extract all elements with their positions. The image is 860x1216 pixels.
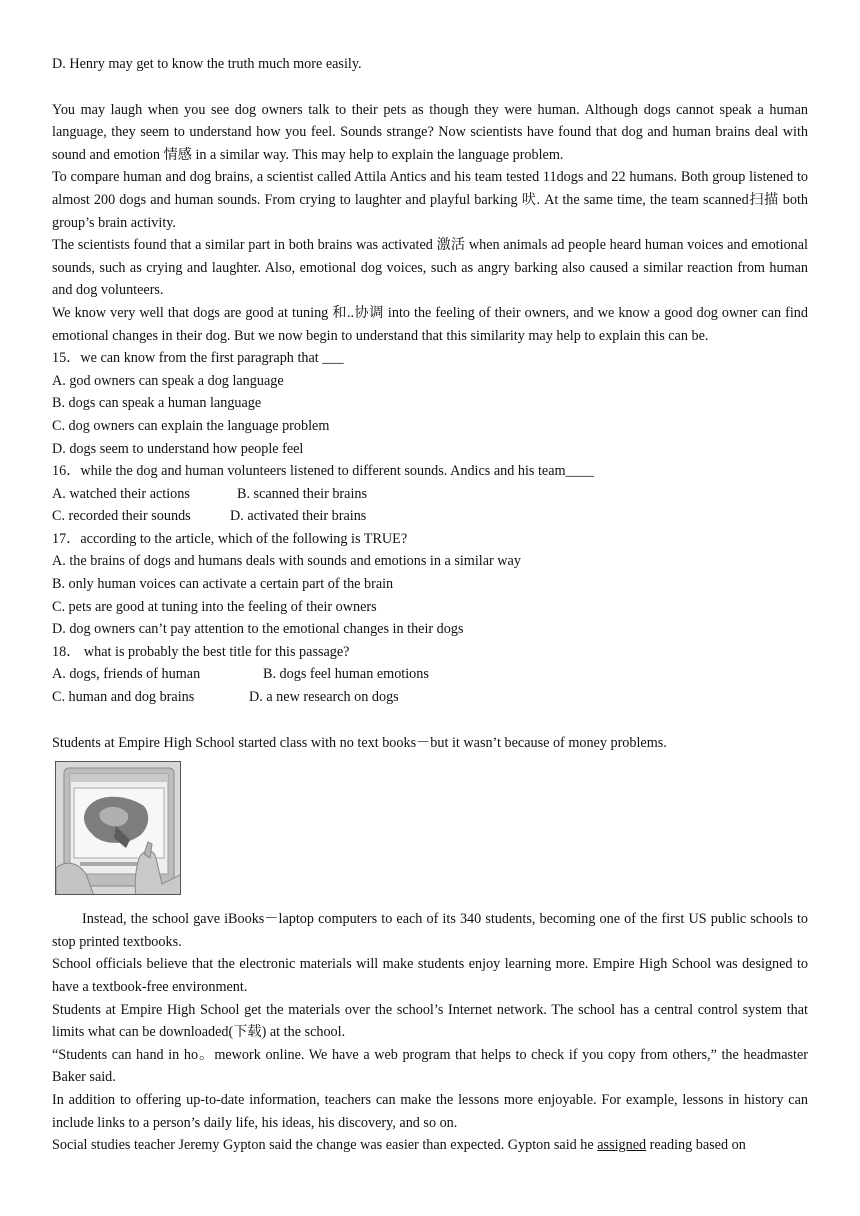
question-18-option-d: D. a new research on dogs [249, 689, 399, 706]
passage1-paragraph-1: You may laugh when you see dog owners talk to their pets as though they were human. Although dogs cannot speak a human language, they seem to understand how you feel. Sounds strange? Now scientists have found that dog and human brains deal with sound and emotion 情感 in a similar way. This may help to explain the language problem. [52, 101, 808, 163]
question-15-option-b: B. dogs can speak a human language [52, 395, 262, 412]
question-15-option-a: A. god owners can speak a dog language [52, 372, 284, 389]
passage2-paragraph-1: Instead, the school gave iBooks－laptop computers to each of its 340 students, becoming one of the first US public schools to stop printed textbooks. [52, 911, 808, 950]
passage2-paragraph-6 [52, 1134, 808, 1157]
question-17-stem: 17．according to the article, which of the following is TRUE? [52, 530, 408, 547]
question-16-option-c: C. recorded their sounds [52, 508, 191, 525]
question-18-options-row-2 [52, 686, 808, 709]
question-18-option-a: A. dogs, friends of human [52, 666, 201, 683]
question-15-stem: 15．we can know from the first paragraph that ___ [52, 350, 344, 367]
question-17-option-d: D. dog owners can’t pay attention to the emotional changes in their dogs [52, 621, 464, 638]
passage2-intro: Students at Empire High School started class with no text books－but it wasn’t because of money problems. [52, 734, 667, 751]
passage1-paragraph-2: To compare human and dog brains, a scientist called Attila Antics and his team tested 11dogs and 22 humans. Both group listened to almost 200 dogs and human sounds. From crying to laughter and playful barking 吠. At the same time, the team scanned扫描 both group’s brain activity. [52, 169, 808, 231]
question-16-options-row-2 [52, 505, 808, 528]
paragraph-6-text-after: reading based on [646, 1137, 746, 1154]
question-16-options-row-1 [52, 483, 808, 506]
ipad-photo [55, 761, 181, 895]
question-16-option-d: D. activated their brains [230, 508, 367, 525]
passage2-paragraph-4: “Students can hand in ho。mework online. We have a web program that helps to check if you copy from others,” the headmaster Baker said. [52, 1046, 808, 1086]
question-17-option-a: A. the brains of dogs and humans deals with sounds and emotions in a similar way [52, 553, 521, 570]
question-18-option-b: B. dogs feel human emotions [263, 666, 429, 683]
question-16-option-b: B. scanned their brains [237, 485, 368, 502]
tablet-hands-illustration [56, 762, 181, 895]
question-17-option-c: C. pets are good at tuning into the feeling of their owners [52, 598, 377, 615]
question-15-option-c: C. dog owners can explain the language problem [52, 417, 330, 434]
passage2-paragraph-5: In addition to offering up-to-date information, teachers can make the lessons more enjoyable. For example, lessons in history can include links to a person’s daily life, his ideas, his discovery, and so on. [52, 1091, 808, 1131]
question-18-options-row-1 [52, 663, 808, 686]
question-16-option-a: A. watched their actions [52, 485, 190, 502]
question-18-option-c: C. human and dog brains [52, 689, 195, 706]
passage2-paragraph-2: School officials believe that the electronic materials will make students enjoy learning more. Empire High School was designed to have a textbook-free environment. [52, 956, 808, 995]
option-d-prev-question: D. Henry may get to know the truth much more easily. [52, 56, 362, 72]
passage1-paragraph-3: The scientists found that a similar part in both brains was activated 激活 when animals ad people heard human voices and emotional sounds, such as crying and laughter. Also, emotional dog voices, such as angry barking also caused a similar reaction from human and dog volunteers. [52, 237, 808, 299]
question-17-option-b: B. only human voices can activate a certain part of the brain [52, 576, 394, 593]
question-15-option-d: D. dogs seem to understand how people feel [52, 440, 304, 457]
passage2-paragraph-3: Students at Empire High School get the materials over the school’s Internet network. The school has a central control system that limits what can be downloaded(下载) at the school. [52, 1001, 808, 1041]
passage1-paragraph-4: We know very well that dogs are good at tuning 和..协调 into the feeling of their owners, and we know a good dog owner can find emotional changes in their dog. But we now begin to understand that this similarity may help to explain this can be. [52, 304, 808, 344]
paragraph-6-text-before: Social studies teacher Jeremy Gypton said the change was easier than expected. Gypton said he [52, 1137, 598, 1154]
underlined-word-assigned: assigned [597, 1137, 647, 1154]
question-16-stem: 16．while the dog and human volunteers listened to different sounds. Andics and his team____ [52, 463, 594, 480]
document-page [52, 53, 808, 1157]
question-18-stem: 18． what is probably the best title for this passage? [52, 643, 350, 660]
